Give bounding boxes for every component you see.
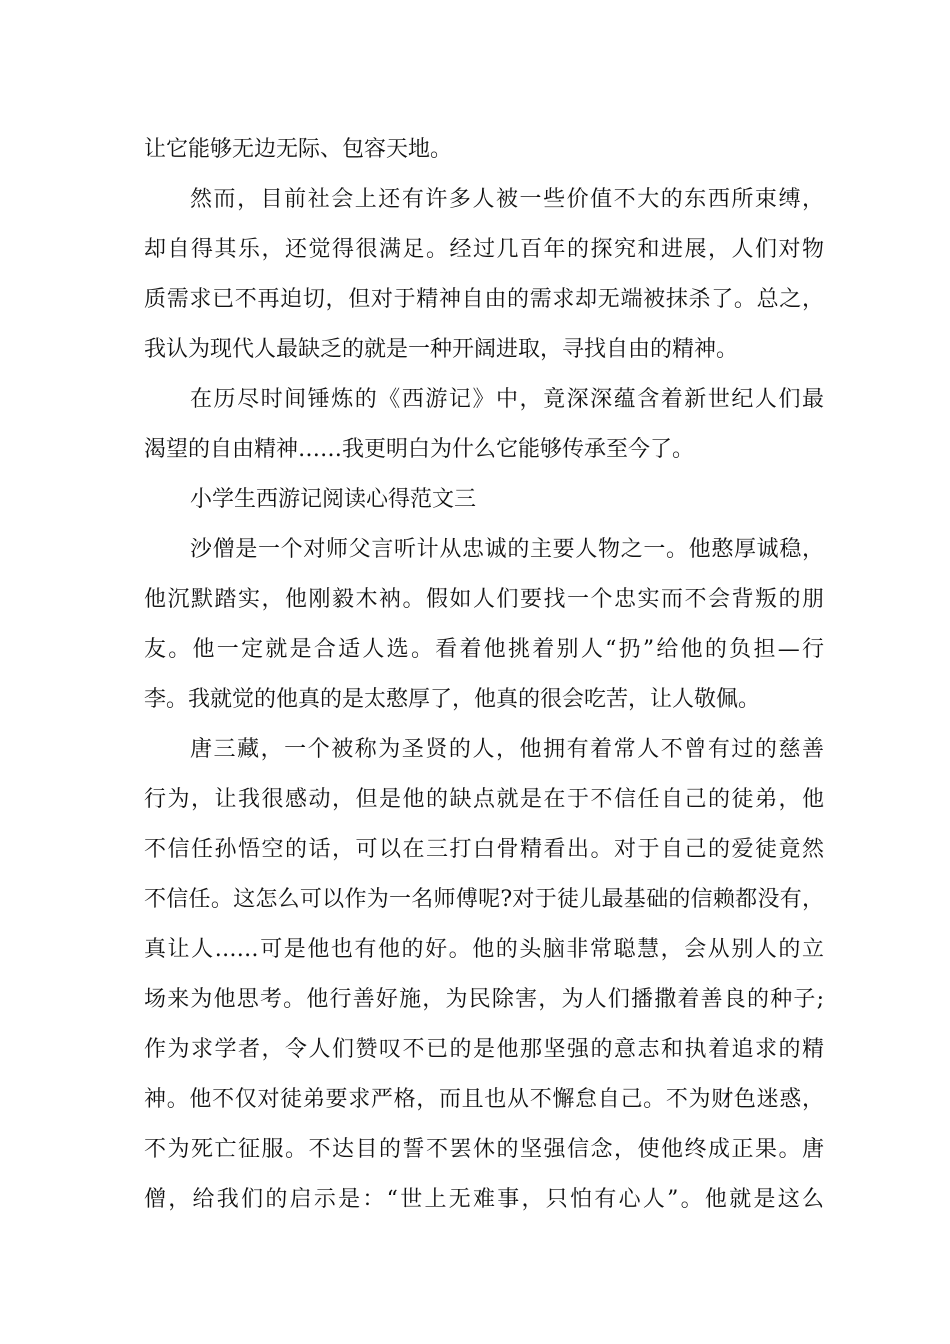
text-line: 他沉默踏实，他刚毅木衲。假如人们要找一个忠实而不会背叛的朋 (144, 587, 824, 612)
text-line: 唐三藏，一个被称为圣贤的人，他拥有着常人不曾有过的慈善 (190, 737, 824, 762)
text-line: 却自得其乐，还觉得很满足。经过几百年的探究和进展，人们对物 (144, 237, 824, 262)
text-line: 友。他一定就是合适人选。看着他挑着别人“扔”给他的负担—行 (144, 637, 824, 662)
text-line: 不信任孙悟空的话，可以在三打白骨精看出。对于自己的爱徒竟然 (144, 837, 824, 862)
text-line: 然而，目前社会上还有许多人被一些价值不大的东西所束缚， (190, 187, 824, 212)
text-line: 李。我就觉的他真的是太憨厚了，他真的很会吃苦，让人敬佩。 (144, 687, 761, 712)
text-line: 僧，给我们的启示是：“世上无难事，只怕有心人”。他就是这么 (144, 1187, 824, 1212)
text-line: 让它能够无边无际、包容天地。 (144, 137, 453, 162)
text-line: 沙僧是一个对师父言听计从忠诚的主要人物之一。他憨厚诚稳， (190, 537, 824, 562)
text-line: 神。他不仅对徒弟要求严格，而且也从不懈怠自己。不为财色迷惑， (144, 1087, 824, 1112)
text-line: 行为，让我很感动，但是他的缺点就是在于不信任自己的徒弟，他 (144, 787, 824, 812)
text-line: 不信任。这怎么可以作为一名师傅呢?对于徒儿最基础的信赖都没有， (144, 887, 824, 912)
text-line: 我认为现代人最缺乏的就是一种开阔进取，寻找自由的精神。 (144, 337, 739, 362)
text-line: 质需求已不再迫切，但对于精神自由的需求却无端被抹杀了。总之， (144, 287, 824, 312)
text-line: 作为求学者，令人们赞叹不已的是他那坚强的意志和执着追求的精 (144, 1037, 824, 1062)
text-line: 在历尽时间锤炼的《西游记》中，竟深深蕴含着新世纪人们最 (190, 387, 824, 412)
text-line: 不为死亡征服。不达目的誓不罢休的坚强信念，使他终成正果。唐 (144, 1137, 824, 1162)
text-line: 真让人……可是他也有他的好。他的头脑非常聪慧，会从别人的立 (144, 937, 824, 962)
text-line: 渴望的自由精神……我更明白为什么它能够传承至今了。 (144, 437, 695, 462)
text-line: 场来为他思考。他行善好施，为民除害，为人们播撒着善良的种子; (144, 987, 824, 1012)
section-heading: 小学生西游记阅读心得范文三 (190, 487, 477, 512)
